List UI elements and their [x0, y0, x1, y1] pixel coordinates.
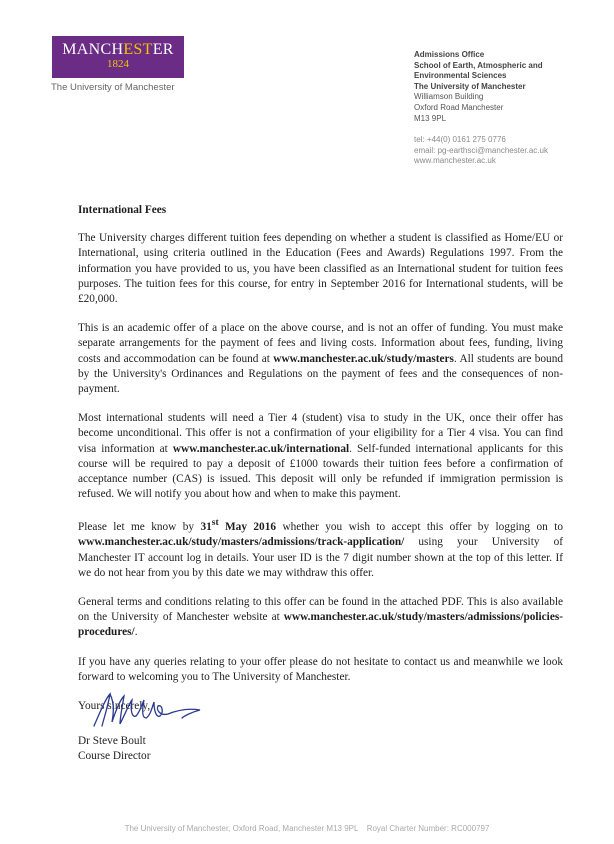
- address-tel: tel: +44(0) 0161 275 0776: [414, 135, 506, 145]
- link-policies-procedures[interactable]: www.manchester.ac.uk/study/masters/admissions/policies-procedures/: [78, 611, 563, 639]
- address-school-line2: Environmental Sciences: [414, 71, 507, 81]
- paragraph-funding: This is an academic offer of a place on the above course, and is not an offer of funding. You must make separate arrangements for the payment of fees and living costs. Information about fees, funding, living costs and accommodation can be found at www.manchester.ac.uk/study/masters. All students are bound by the University's Ordinances and Regulations on the payment of fees and the consequences of non-payment.: [78, 322, 563, 396]
- address-office: Admissions Office: [414, 50, 485, 59]
- logo-wordmark: MANCHESTER: [62, 41, 174, 58]
- address-web: www.manchester.ac.uk: [414, 156, 496, 166]
- footer-charter: Royal Charter Number: RC000797: [366, 824, 490, 833]
- page-footer: [0, 824, 614, 833]
- paragraph-deadline: Please let me know by 31st May 2016 whether you wish to accept this offer by logging on to www.manchester.ac.uk/study/masters/admissions/track-application/ using your University of Manchester IT account log in details. Your user ID is the 7 digit number shown at the top of this letter. If we do not hear from you by this date we may withdraw this offer.: [78, 518, 563, 579]
- address-building: Williamson Building: [414, 92, 484, 102]
- section-heading: International Fees: [78, 204, 167, 216]
- paragraph-visa: Most international students will need a Tier 4 (student) visa to study in the UK, once their offer has become unconditional. This offer is not a confirmation of your eligibility for a Tier 4 visa. You can find visa information at www.manchester.ac.uk/international. Self-funded international applicants for this course will be required to pay a deposit of £1000 towards their tuition fees before a confirmation of acceptance number (CAS) is issued. This deposit will only be refunded if immigration permission is refused. We will notify you about how and when to make this payment.: [78, 412, 563, 501]
- letter-body: [78, 203, 563, 728]
- paragraph-fees: The University charges different tuition fees depending on whether a student is classified as Home/EU or International, using criteria outlined in the Education (Fees and Awards) Regulations 1997. From the information you have provided to us, you have been classified as an International student for tuition fees purposes. The tuition fees for this course, for entry in September 2016 for International students, will be £20,000.: [78, 232, 563, 306]
- link-track-application[interactable]: www.manchester.ac.uk/study/masters/admissions/track-application/: [78, 536, 405, 549]
- logo-year: 1824: [107, 58, 129, 70]
- handwritten-signature: [88, 688, 218, 732]
- sender-address-block: [414, 50, 604, 167]
- signer-title: Course Director: [78, 750, 151, 763]
- address-postcode: M13 9PL: [414, 113, 447, 123]
- link-study-masters[interactable]: www.manchester.ac.uk/study/masters: [273, 352, 454, 365]
- signer-name: Dr Steve Boult: [78, 735, 146, 747]
- paragraph-terms: General terms and conditions relating to this offer can be found in the attached PDF. This is also available on the University of Manchester website at www.manchester.ac.uk/study/masters/admissions/policies-procedures/.: [78, 596, 563, 639]
- closing-salutation: Yours sincerely,: [78, 700, 151, 713]
- address-school-line1: School of Earth, Atmospheric and: [414, 60, 543, 70]
- link-international[interactable]: www.manchester.ac.uk/international: [172, 442, 350, 455]
- footer-address: The University of Manchester, Oxford Road, Manchester M13 9PL: [124, 824, 359, 833]
- address-road: Oxford Road Manchester: [414, 102, 504, 112]
- signer-block: [78, 734, 150, 764]
- address-university: The University of Manchester: [414, 81, 526, 91]
- address-email: email: pg-earthsci@manchester.ac.uk: [414, 145, 548, 155]
- deadline-date: 31st May 2016: [200, 518, 277, 534]
- logo-subtitle: The University of Manchester: [51, 82, 175, 93]
- university-logo: [52, 36, 184, 78]
- paragraph-queries: If you have any queries relating to your offer please do not hesitate to contact us and meanwhile we look forward to welcoming you to The University of Manchester.: [78, 655, 563, 683]
